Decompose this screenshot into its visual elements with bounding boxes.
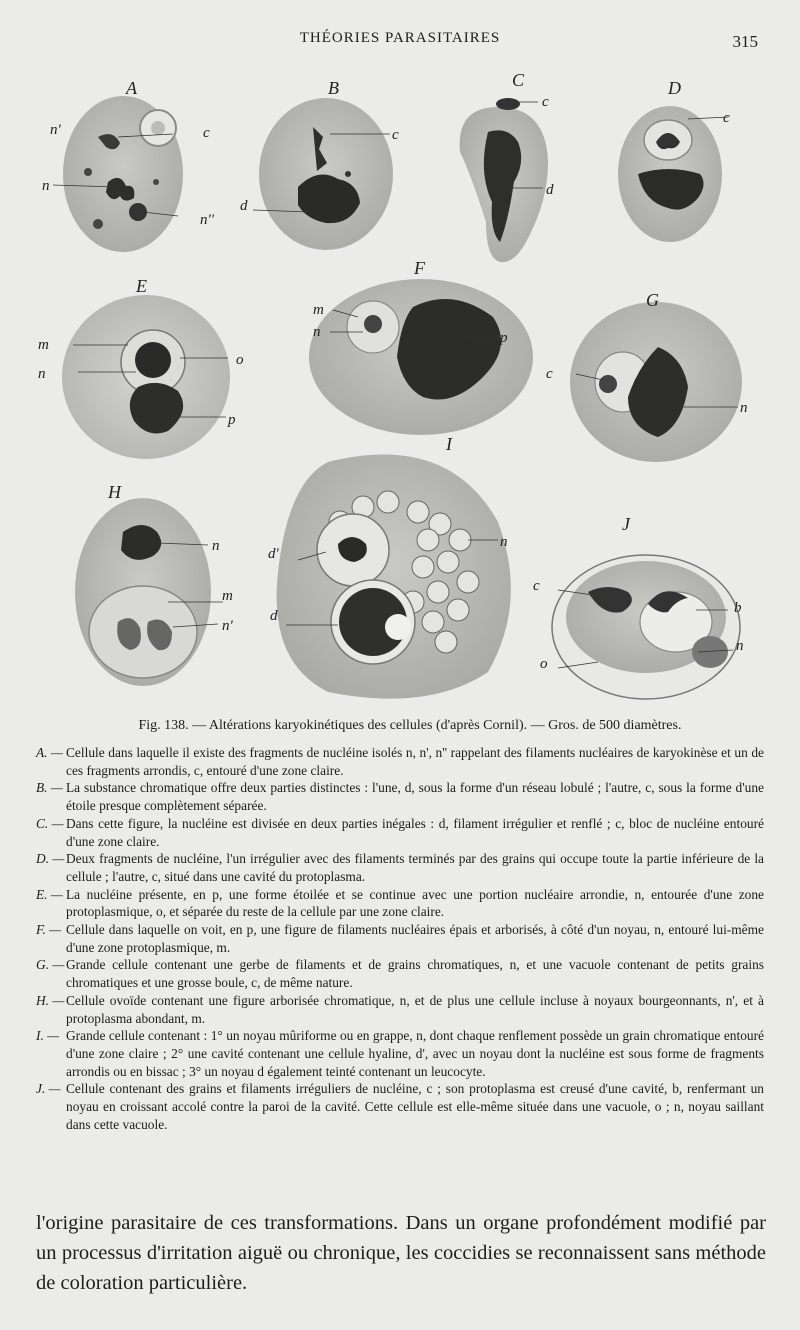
legend-entry-j [36,1080,764,1133]
legend-key: I. — [36,1028,60,1044]
legend-text: Cellule ovoïde contenant une figure arborisée chromatique, n, et de plus une cellule incluse à noyaux bourgeonnants, n', et à protoplasma abondant, m. [66,992,764,1026]
svg-text:E: E [136,276,147,296]
cell-B [253,98,393,250]
svg-text:n: n [740,400,748,416]
svg-text:F: F [414,258,425,278]
svg-text:J: J [622,514,630,534]
legend-text: Cellule contenant des grains et filaments irréguliers de nucléine, c ; son protoplasma est creusé d'une cavité, b, renfermant un noyau en croissant accolé contre la paroi de la cavité. Cette cellule est elle-même située dans une vacuole, o ; n, noyau saillant dans cette vacuole. [66,1081,764,1132]
svg-text:d: d [546,182,554,198]
legend-entry-e [36,886,764,921]
legend-key: F. — [36,922,62,938]
svg-text:d: d [240,198,248,214]
svg-text:I: I [446,434,452,454]
svg-text:c: c [533,578,540,594]
svg-text:n: n [212,538,220,554]
legend-entry-b [36,779,764,814]
cell-D [618,106,728,242]
svg-text:p: p [228,412,236,428]
legend-text: Deux fragments de nucléine, l'un irrégulier avec des filaments terminés par des grains qui occupe toute la partie inférieure de la cellule ; l'autre, c, situé dans une cavité du protoplasma. [66,851,764,884]
cell-G [570,302,742,462]
legend-entry-c [36,815,764,850]
legend-entry-d [36,850,764,885]
legend-text: La substance chromatique offre deux parties distinctes : l'une, d, sous la forme d'un réseau lobulé ; l'autre, c, sous la forme d'une étoile presque complètement séparée. [66,780,764,814]
svg-text:n': n' [222,618,233,634]
legend-key: A. — [36,745,63,760]
svg-text:n'': n'' [200,212,214,228]
svg-text:m: m [38,337,49,353]
running-title: THÉORIES PARASITAIRES [299,30,501,46]
legend-key: D. — [36,851,65,867]
legend-key: H. — [36,992,65,1008]
figure-plate [28,62,772,712]
svg-text:m: m [222,588,233,604]
page-number: 315 [732,32,758,51]
legend-entry-a [36,744,764,779]
cell-E [62,295,230,459]
svg-text:c: c [392,127,399,143]
legend-entry-g [36,956,764,991]
svg-text:c: c [723,110,730,126]
cell-I [277,455,511,699]
legend-key: E. — [36,886,63,902]
figure-legend [36,744,764,1133]
svg-text:o: o [540,656,548,672]
legend-key: G. — [36,957,65,973]
legend-text: Dans cette figure, la nucléine est divisée en deux parties inégales : d, filament irrégulier et renflé ; c, bloc de nucléine entouré d'une zone claire. [66,815,764,849]
legend-entry-f [36,921,764,956]
legend-text: Cellule dans laquelle il existe des fragments de nucléine isolés n, n', n'' rappelant des filaments nucléaires de karyokinèse et un de ces fragments arrondis, c, entouré d'une zone claire. [66,745,764,778]
cell-H [75,498,223,686]
cell-F [309,279,533,435]
svg-text:c: c [546,366,553,382]
legend-text: La nucléine présente, en p, une forme étoilée et se continue avec une portion nucléaire arrondie, n, entourée d'une zone protoplasmique, o, et séparée du reste de la cellule par une zone claire. [66,886,764,920]
cell-drawings [28,62,772,712]
legend-key: B. — [36,780,63,796]
svg-text:c: c [542,94,549,110]
cell-A [53,96,183,252]
svg-text:D: D [668,78,681,98]
cell-C [460,98,548,262]
legend-text: Grande cellule contenant : 1° un noyau mûriforme ou en grappe, n, dont chaque renflement possède un grain chromatique entouré d'une zone claire ; 2° une cavité contenant une cellule hyaline, d', avec un noyau dont la nucléine est sous forme de fragments arrondis ou en bissac ; 3° un noyau d également teinté contenant un leucocyte. [66,1028,764,1079]
svg-text:n: n [38,366,46,382]
legend-entry-i [36,1027,764,1080]
svg-text:H: H [108,482,121,502]
svg-text:c: c [203,125,210,141]
cell-J [552,555,740,699]
svg-text:B: B [328,78,339,98]
svg-text:C: C [512,70,525,90]
legend-key: J. — [36,1081,61,1097]
svg-text:o: o [236,352,244,368]
svg-text:d: d [270,608,278,624]
legend-entry-h [36,992,764,1027]
svg-text:A: A [126,78,137,98]
svg-text:p: p [500,330,508,346]
svg-text:G: G [646,290,659,310]
body-paragraph: l'origine parasitaire de ces transformations. Dans un organe profondément modifié par un processus d'irritation aiguë ou chronique, les coccidies se reconnaissent sans méthode de coloration particulière. [36,1212,766,1294]
svg-text:n: n [313,324,321,340]
svg-text:b: b [734,600,742,616]
legend-text: Grande cellule contenant une gerbe de filaments et de grains chromatiques, n, et une vacuole contenant de petits grains chromatiques et une grosse boule, c, de même nature. [66,957,764,991]
legend-key: C. — [36,815,64,831]
svg-text:n: n [736,638,744,654]
svg-text:n: n [500,534,508,550]
legend-text: Cellule dans laquelle on voit, en p, une figure de filaments nucléaires épais et arborisés, à côté d'un noyau, n, entouré lui-même d'une zone protoplasmique, m. [66,922,764,955]
svg-text:d': d' [268,546,279,562]
svg-text:m: m [313,302,324,318]
svg-text:n': n' [50,122,61,138]
figure-caption: Fig. 138. — Altérations karyokinétiques des cellules (d'après Cornil). — Gros. de 500 diamètres. [138,718,682,733]
svg-text:n: n [42,178,50,194]
